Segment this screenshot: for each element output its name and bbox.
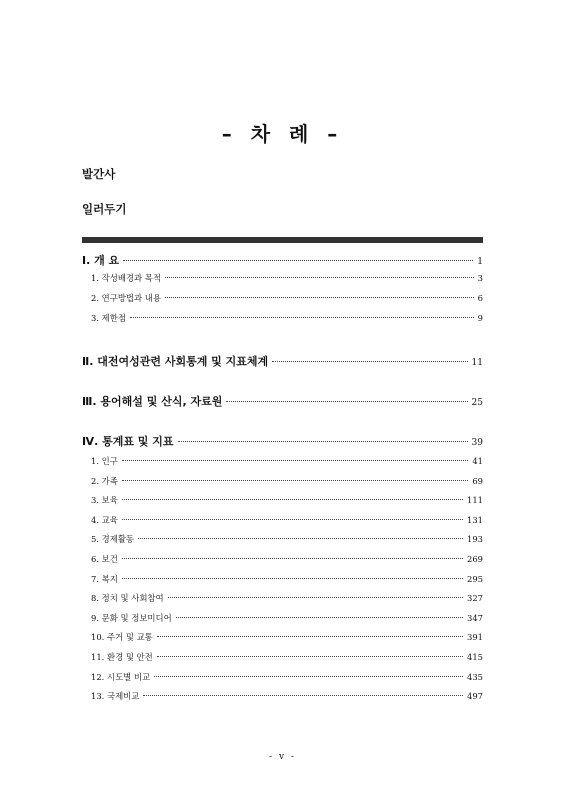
toc-section-label: Ⅲ. 용어해설 및 산식, 자료원 xyxy=(82,395,223,408)
toc-item-label: 3. 제한점 xyxy=(91,313,126,323)
toc-item-label: 2. 가족 xyxy=(91,475,118,486)
toc-item-page: 69 xyxy=(472,475,483,486)
toc-item-page: 193 xyxy=(467,534,483,545)
dot-leader xyxy=(122,480,468,481)
dot-leader xyxy=(122,519,463,520)
dot-leader xyxy=(165,277,474,278)
toc-item-page: 9 xyxy=(477,313,483,323)
toc-item-label: 13. 국제비교 xyxy=(91,691,140,702)
toc-section-label: Ⅳ. 통계표 및 지표 xyxy=(82,435,174,448)
toc-section-label: Ⅱ. 대전여성관련 사회통계 및 지표체계 xyxy=(82,355,269,368)
toc-item-label: 5. 경제활동 xyxy=(91,534,135,545)
toc-item[interactable] xyxy=(82,651,483,663)
toc-item[interactable] xyxy=(82,690,483,702)
toc-item-label: 3. 보육 xyxy=(91,495,118,506)
toc-item-label: 6. 보건 xyxy=(91,554,118,564)
header-rule xyxy=(82,237,483,243)
toc-item-page: 6 xyxy=(477,293,483,303)
toc-item-page: 111 xyxy=(467,495,483,506)
dot-leader xyxy=(168,597,463,598)
dot-leader xyxy=(157,656,463,657)
toc-item-label: 1. 인구 xyxy=(91,456,118,466)
toc-section-1[interactable] xyxy=(82,252,483,268)
toc-item-page: 41 xyxy=(472,456,483,466)
toc-item-page: 327 xyxy=(467,593,483,604)
toc-section-4[interactable] xyxy=(82,433,483,449)
toc-section-page: 25 xyxy=(471,398,483,408)
toc-item-page: 391 xyxy=(467,632,483,643)
toc-item[interactable] xyxy=(82,494,483,506)
toc-item-label: 1. 작성배경과 목적 xyxy=(91,273,161,283)
toc-section-page: 39 xyxy=(471,438,483,448)
toc-item-page: 295 xyxy=(467,573,483,584)
toc-item[interactable] xyxy=(82,573,483,585)
toc-item-label: 8. 정치 및 사회참여 xyxy=(91,593,164,604)
toc-item[interactable] xyxy=(82,475,483,487)
toc-item-label: 10. 주거 및 교통 xyxy=(91,632,153,643)
toc-section-label: Ⅰ. 개 요 xyxy=(82,254,120,267)
toc-item-page: 497 xyxy=(467,691,483,702)
dot-leader xyxy=(138,538,463,539)
toc-item-label: 7. 복지 xyxy=(91,573,118,584)
front-matter-notes[interactable]: 일러두기 xyxy=(82,202,127,216)
dot-leader xyxy=(157,636,463,637)
toc-section-page: 1 xyxy=(477,257,483,267)
toc-item[interactable] xyxy=(82,312,483,324)
toc-item[interactable] xyxy=(82,671,483,683)
dot-leader xyxy=(178,441,468,442)
toc-item-page: 415 xyxy=(467,652,483,662)
toc-item[interactable] xyxy=(82,272,483,284)
dot-leader xyxy=(226,401,467,402)
dot-leader xyxy=(122,558,463,559)
toc-item-page: 269 xyxy=(467,554,483,564)
dot-leader xyxy=(130,317,474,318)
dot-leader xyxy=(122,460,468,461)
toc-item[interactable] xyxy=(82,612,483,624)
toc-item[interactable] xyxy=(82,631,483,643)
toc-section-2[interactable] xyxy=(82,353,483,369)
toc-item[interactable] xyxy=(82,592,483,604)
front-matter-foreword[interactable]: 발간사 xyxy=(82,167,116,181)
page-number: - v - xyxy=(269,752,296,762)
page-title: – 차 례 – xyxy=(221,122,344,146)
toc-item-page: 347 xyxy=(467,612,483,623)
dot-leader xyxy=(272,361,467,362)
dot-leader xyxy=(165,297,474,298)
dot-leader xyxy=(122,499,463,500)
toc-item-page: 3 xyxy=(477,273,483,283)
toc-item-page: 131 xyxy=(467,514,483,525)
toc-item-label: 9. 문화 및 정보미디어 xyxy=(91,612,172,623)
dot-leader xyxy=(176,617,463,618)
dot-leader xyxy=(123,260,473,261)
toc-item[interactable] xyxy=(82,455,483,467)
toc-item-label: 2. 연구방법과 내용 xyxy=(91,293,161,303)
dot-leader xyxy=(143,695,463,696)
toc-item[interactable] xyxy=(82,292,483,304)
toc-item-label: 4. 교육 xyxy=(91,514,118,525)
toc-item-page: 435 xyxy=(467,671,483,682)
dot-leader xyxy=(154,676,463,677)
toc-item[interactable] xyxy=(82,533,483,545)
toc-item[interactable] xyxy=(82,553,483,565)
toc-item-label: 11. 환경 및 안전 xyxy=(91,652,153,662)
toc-item[interactable] xyxy=(82,514,483,526)
toc-item-label: 12. 시도별 비교 xyxy=(91,671,151,682)
toc-section-page: 11 xyxy=(471,358,483,368)
dot-leader xyxy=(122,578,463,579)
toc-section-3[interactable] xyxy=(82,393,483,409)
